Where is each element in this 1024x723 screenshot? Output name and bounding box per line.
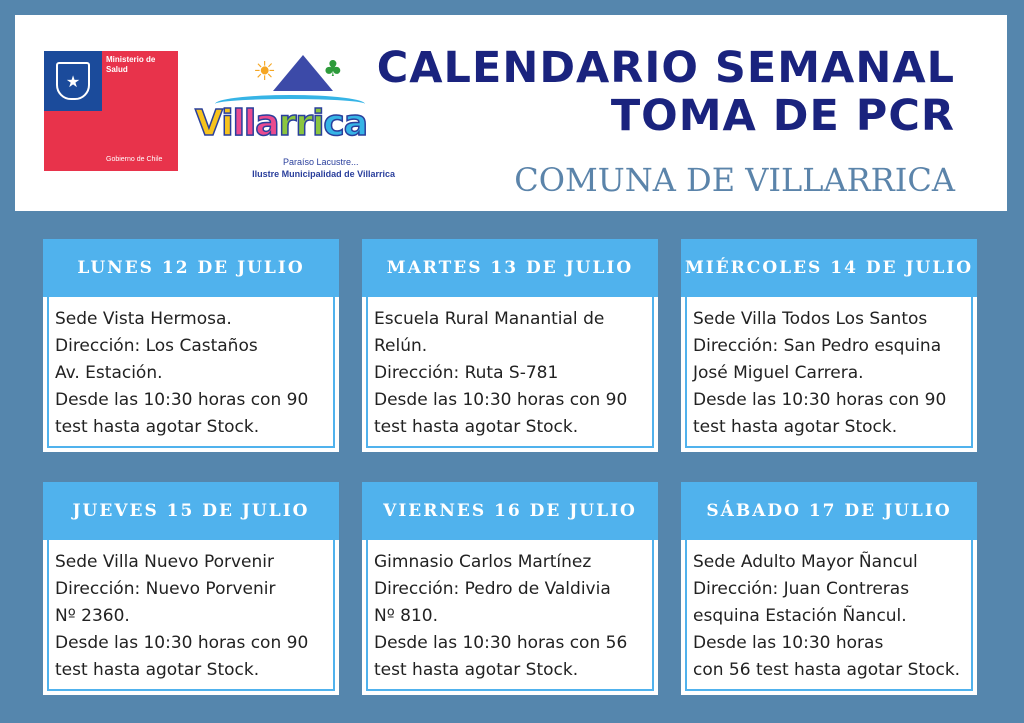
day-details — [366, 540, 654, 691]
detail-line: Desde las 10:30 horas — [693, 633, 884, 653]
detail-line: Desde las 10:30 horas con 90 — [374, 390, 628, 410]
detail-line: Dirección: Los Castaños — [55, 336, 258, 356]
detail-line: Escuela Rural Manantial de — [374, 309, 605, 329]
detail-line: esquina Estación Ñancul. — [693, 606, 907, 626]
detail-line: test hasta agotar Stock. — [374, 660, 579, 680]
day-details — [47, 297, 335, 448]
minsal-footer: Gobierno de Chile — [106, 156, 163, 163]
detail-line: Nº 810. — [374, 606, 438, 626]
detail-line: test hasta agotar Stock. — [693, 417, 898, 437]
day-heading: LUNES 12 DE JULIO — [43, 239, 339, 297]
day-heading: JUEVES 15 DE JULIO — [43, 482, 339, 540]
day-details — [685, 540, 973, 691]
detail-line: Desde las 10:30 horas con 90 — [55, 390, 309, 410]
villarrica-wordmark: Villarrica — [195, 103, 368, 144]
detail-line: Dirección: Nuevo Porvenir — [55, 579, 276, 599]
detail-line: Desde las 10:30 horas con 90 — [693, 390, 947, 410]
day-card-miercoles — [681, 239, 977, 452]
day-card-jueves — [43, 482, 339, 695]
day-details — [47, 540, 335, 691]
detail-line: Gimnasio Carlos Martínez — [374, 552, 592, 572]
day-details — [685, 297, 973, 448]
page-title-line2: TOMA DE PCR — [610, 91, 955, 141]
villa-tagline: Paraíso Lacustre... — [283, 157, 359, 167]
page-subtitle: COMUNA DE VILLARRICA — [514, 161, 955, 199]
detail-line: Dirección: Juan Contreras — [693, 579, 910, 599]
chile-shield-icon: ★ — [56, 62, 90, 100]
day-details — [366, 297, 654, 448]
detail-line: test hasta agotar Stock. — [55, 417, 260, 437]
header-banner — [15, 15, 1007, 211]
detail-line: Dirección: San Pedro esquina — [693, 336, 942, 356]
detail-line: Desde las 10:30 horas con 90 — [55, 633, 309, 653]
day-heading: MARTES 13 DE JULIO — [362, 239, 658, 297]
detail-line: Sede Vista Hermosa. — [55, 309, 232, 329]
detail-line: Sede Villa Todos Los Santos — [693, 309, 928, 329]
sun-icon: ☀ — [253, 57, 277, 87]
villarrica-logo — [195, 55, 395, 185]
detail-line: Relún. — [374, 336, 428, 356]
day-card-viernes — [362, 482, 658, 695]
day-card-martes — [362, 239, 658, 452]
day-heading: SÁBADO 17 DE JULIO — [681, 482, 977, 540]
detail-line: Desde las 10:30 horas con 56 — [374, 633, 628, 653]
detail-line: Dirección: Ruta S-781 — [374, 363, 559, 383]
villa-municipality: Ilustre Municipalidad de Villarrica — [252, 169, 395, 179]
detail-line: Nº 2360. — [55, 606, 130, 626]
day-heading: VIERNES 16 DE JULIO — [362, 482, 658, 540]
page-title-line1: CALENDARIO SEMANAL — [376, 43, 955, 93]
day-card-lunes — [43, 239, 339, 452]
minsal-line1: Ministerio de — [106, 55, 156, 64]
minsal-line2: Salud — [106, 65, 128, 74]
detail-line: Sede Villa Nuevo Porvenir — [55, 552, 275, 572]
day-heading: MIÉRCOLES 14 DE JULIO — [681, 239, 977, 297]
detail-line: Dirección: Pedro de Valdivia — [374, 579, 611, 599]
detail-line: test hasta agotar Stock. — [55, 660, 260, 680]
detail-line: Sede Adulto Mayor Ñancul — [693, 552, 918, 572]
detail-line: José Miguel Carrera. — [693, 363, 864, 383]
detail-line: Av. Estación. — [55, 363, 163, 383]
detail-line: con 56 test hasta agotar Stock. — [693, 660, 961, 680]
day-card-sabado — [681, 482, 977, 695]
detail-line: test hasta agotar Stock. — [374, 417, 579, 437]
ministerio-salud-logo — [44, 51, 178, 171]
palm-tree-icon: ♣ — [323, 57, 343, 82]
